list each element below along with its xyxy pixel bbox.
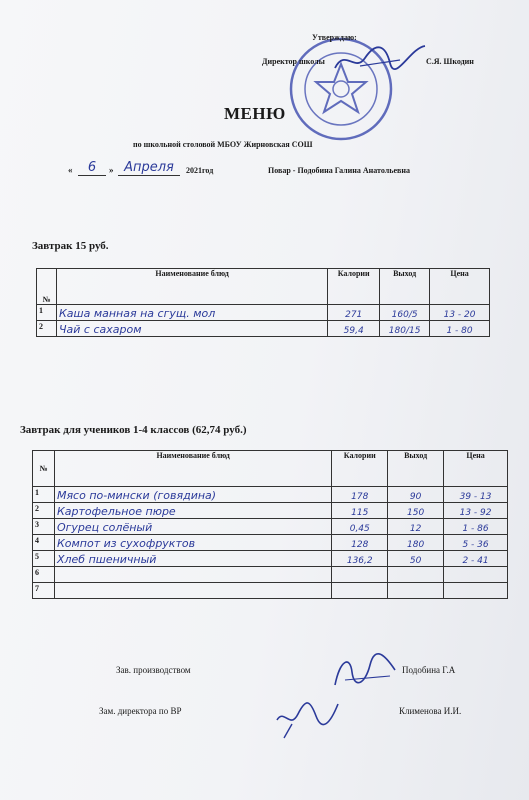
col-header-num: № <box>37 269 57 305</box>
table-row <box>33 487 508 503</box>
col-header-dish: Наименование блюд <box>54 451 331 487</box>
date-close-quote: » <box>109 165 114 175</box>
calories: 59,4 <box>328 321 380 337</box>
output: 150 <box>388 503 444 519</box>
calories <box>332 567 388 583</box>
dish-name: Компот из сухофруктов <box>54 535 331 551</box>
deputy-label: Зам. директора по ВР <box>99 706 182 716</box>
breakfast-2-title: Завтрак для учеников 1-4 классов (62,74 руб.) <box>20 424 247 436</box>
price <box>444 567 508 583</box>
row-num: 7 <box>33 583 55 599</box>
dish-name: Хлеб пшеничный <box>54 551 331 567</box>
production-signature-icon <box>330 650 400 692</box>
table-row <box>33 503 508 519</box>
col-header-dish: Наименование блюд <box>56 269 327 305</box>
output: 12 <box>388 519 444 535</box>
row-num: 5 <box>33 551 55 567</box>
breakfast-1-table <box>36 268 490 337</box>
price <box>444 583 508 599</box>
dish-name <box>54 567 331 583</box>
date-open-quote: « <box>68 165 73 175</box>
col-header-output: Выход <box>380 269 430 305</box>
breakfast-2-table <box>32 450 508 599</box>
calories: 136,2 <box>332 551 388 567</box>
breakfast-1-title: Завтрак 15 руб. <box>32 240 109 252</box>
calories: 178 <box>332 487 388 503</box>
price: 2 - 41 <box>444 551 508 567</box>
production-name: Подобина Г.А <box>402 665 456 675</box>
page-subtitle: по школьной столовой МБОУ Жирновская СОШ <box>133 140 313 149</box>
output: 90 <box>388 487 444 503</box>
table-row <box>33 535 508 551</box>
dish-name: Мясо по-мински (говядина) <box>54 487 331 503</box>
price: 1 - 86 <box>444 519 508 535</box>
director-signature-icon <box>330 38 430 78</box>
table-row <box>33 519 508 535</box>
row-num: 1 <box>37 305 57 321</box>
row-num: 4 <box>33 535 55 551</box>
cook-label: Повар - Подобина Галина Анатольевна <box>268 166 410 175</box>
production-label: Зав. производством <box>116 665 191 675</box>
deputy-name: Клименова И.И. <box>399 706 462 716</box>
table-row <box>33 551 508 567</box>
row-num: 2 <box>37 321 57 337</box>
col-header-price: Цена <box>444 451 508 487</box>
dish-name: Каша манная на сгущ. мол <box>56 305 327 321</box>
output: 50 <box>388 551 444 567</box>
col-header-price: Цена <box>430 269 490 305</box>
table-row <box>37 321 490 337</box>
calories: 0,45 <box>332 519 388 535</box>
date-month: Апреля <box>118 160 180 176</box>
col-header-calories: Калории <box>328 269 380 305</box>
row-num: 3 <box>33 519 55 535</box>
output: 180 <box>388 535 444 551</box>
dish-name <box>54 583 331 599</box>
date-day: 6 <box>78 160 106 176</box>
dish-name: Картофельное пюре <box>54 503 331 519</box>
calories <box>332 583 388 599</box>
col-header-calories: Калории <box>332 451 388 487</box>
price: 5 - 36 <box>444 535 508 551</box>
price: 39 - 13 <box>444 487 508 503</box>
output <box>388 567 444 583</box>
row-num: 2 <box>33 503 55 519</box>
row-num: 1 <box>33 487 55 503</box>
calories: 115 <box>332 503 388 519</box>
date-year: 2021год <box>186 166 214 175</box>
price: 1 - 80 <box>430 321 490 337</box>
calories: 271 <box>328 305 380 321</box>
table-row <box>37 305 490 321</box>
output: 160/5 <box>380 305 430 321</box>
table-row <box>33 583 508 599</box>
col-header-output: Выход <box>388 451 444 487</box>
output: 180/15 <box>380 321 430 337</box>
table-row <box>33 567 508 583</box>
price: 13 - 92 <box>444 503 508 519</box>
price: 13 - 20 <box>430 305 490 321</box>
director-label: Директор школы <box>262 57 325 66</box>
page-title: МЕНЮ <box>224 104 286 123</box>
row-num: 6 <box>33 567 55 583</box>
director-name: С.Я. Шкодин <box>426 57 474 66</box>
col-header-num: № <box>33 451 55 487</box>
dish-name: Огурец солёный <box>54 519 331 535</box>
calories: 128 <box>332 535 388 551</box>
approved-label: Утверждаю: <box>312 33 357 42</box>
deputy-signature-icon <box>272 690 342 740</box>
output <box>388 583 444 599</box>
dish-name: Чай с сахаром <box>56 321 327 337</box>
